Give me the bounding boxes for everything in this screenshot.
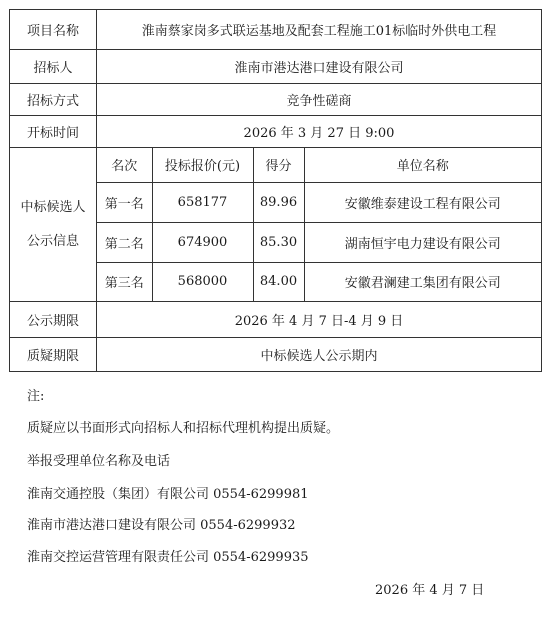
candidate-price: 658177	[152, 182, 253, 222]
candidates-label	[10, 148, 97, 302]
notes-line-contact-2: 淮南市港达港口建设有限公司 0554-6299932	[27, 518, 296, 533]
query-value: 中标候选人公示期内	[97, 338, 542, 372]
candidates-cell	[97, 148, 542, 302]
header-rank: 名次	[97, 148, 152, 182]
row-method	[10, 84, 542, 116]
candidate-score: 84.00	[253, 262, 304, 301]
candidate-unit: 安徽维泰建设工程有限公司	[304, 182, 541, 222]
query-label: 质疑期限	[10, 338, 97, 372]
notes-line-contact-1: 淮南交通控股（集团）有限公司 0554-6299981	[27, 487, 309, 502]
project-value: 淮南蔡家岗多式联运基地及配套工程施工01标临时外供电工程	[97, 10, 542, 50]
publicity-value: 2026 年 4 月 7 日-4 月 9 日	[97, 302, 542, 338]
candidate-price: 674900	[152, 222, 253, 262]
document-date: 2026 年 4 月 7 日	[375, 583, 485, 598]
candidates-table	[97, 148, 541, 301]
notes-line-objection: 质疑应以书面形式向招标人和招标代理机构提出质疑。	[27, 421, 340, 436]
notes-line-contact-3: 淮南交控运营管理有限责任公司 0554-6299935	[27, 550, 309, 565]
candidate-price: 568000	[152, 262, 253, 301]
candidates-label-line1: 中标候选人	[20, 199, 86, 215]
candidate-rank: 第一名	[97, 182, 152, 222]
bid-announcement-table	[9, 9, 542, 372]
open-time-value: 2026 年 3 月 27 日 9:00	[97, 116, 542, 148]
row-open-time	[10, 116, 542, 148]
method-value: 竞争性磋商	[97, 84, 542, 116]
candidate-score: 85.30	[253, 222, 304, 262]
candidates-header-row	[97, 148, 541, 182]
candidate-row	[97, 222, 541, 262]
method-label: 招标方式	[10, 84, 97, 116]
header-price: 投标报价(元)	[152, 148, 253, 182]
notes-heading: 注:	[27, 389, 45, 404]
candidate-rank: 第三名	[97, 262, 152, 301]
project-label: 项目名称	[10, 10, 97, 50]
header-unit: 单位名称	[304, 148, 541, 182]
open-time-label: 开标时间	[10, 116, 97, 148]
candidates-label-line2: 公示信息	[26, 233, 79, 249]
row-query	[10, 338, 542, 372]
row-candidates	[10, 148, 542, 302]
notes-line-report-units: 举报受理单位名称及电话	[27, 454, 171, 469]
header-score: 得分	[253, 148, 304, 182]
candidate-rank: 第二名	[97, 222, 152, 262]
publicity-label: 公示期限	[10, 302, 97, 338]
candidate-unit: 湖南恒宇电力建设有限公司	[304, 222, 541, 262]
row-project	[10, 10, 542, 50]
candidate-score: 89.96	[253, 182, 304, 222]
tenderer-value: 淮南市港达港口建设有限公司	[97, 50, 542, 84]
row-tenderer	[10, 50, 542, 84]
row-publicity	[10, 302, 542, 338]
candidate-unit: 安徽君澜建工集团有限公司	[304, 262, 541, 301]
tenderer-label: 招标人	[10, 50, 97, 84]
candidate-row	[97, 262, 541, 301]
candidate-row	[97, 182, 541, 222]
